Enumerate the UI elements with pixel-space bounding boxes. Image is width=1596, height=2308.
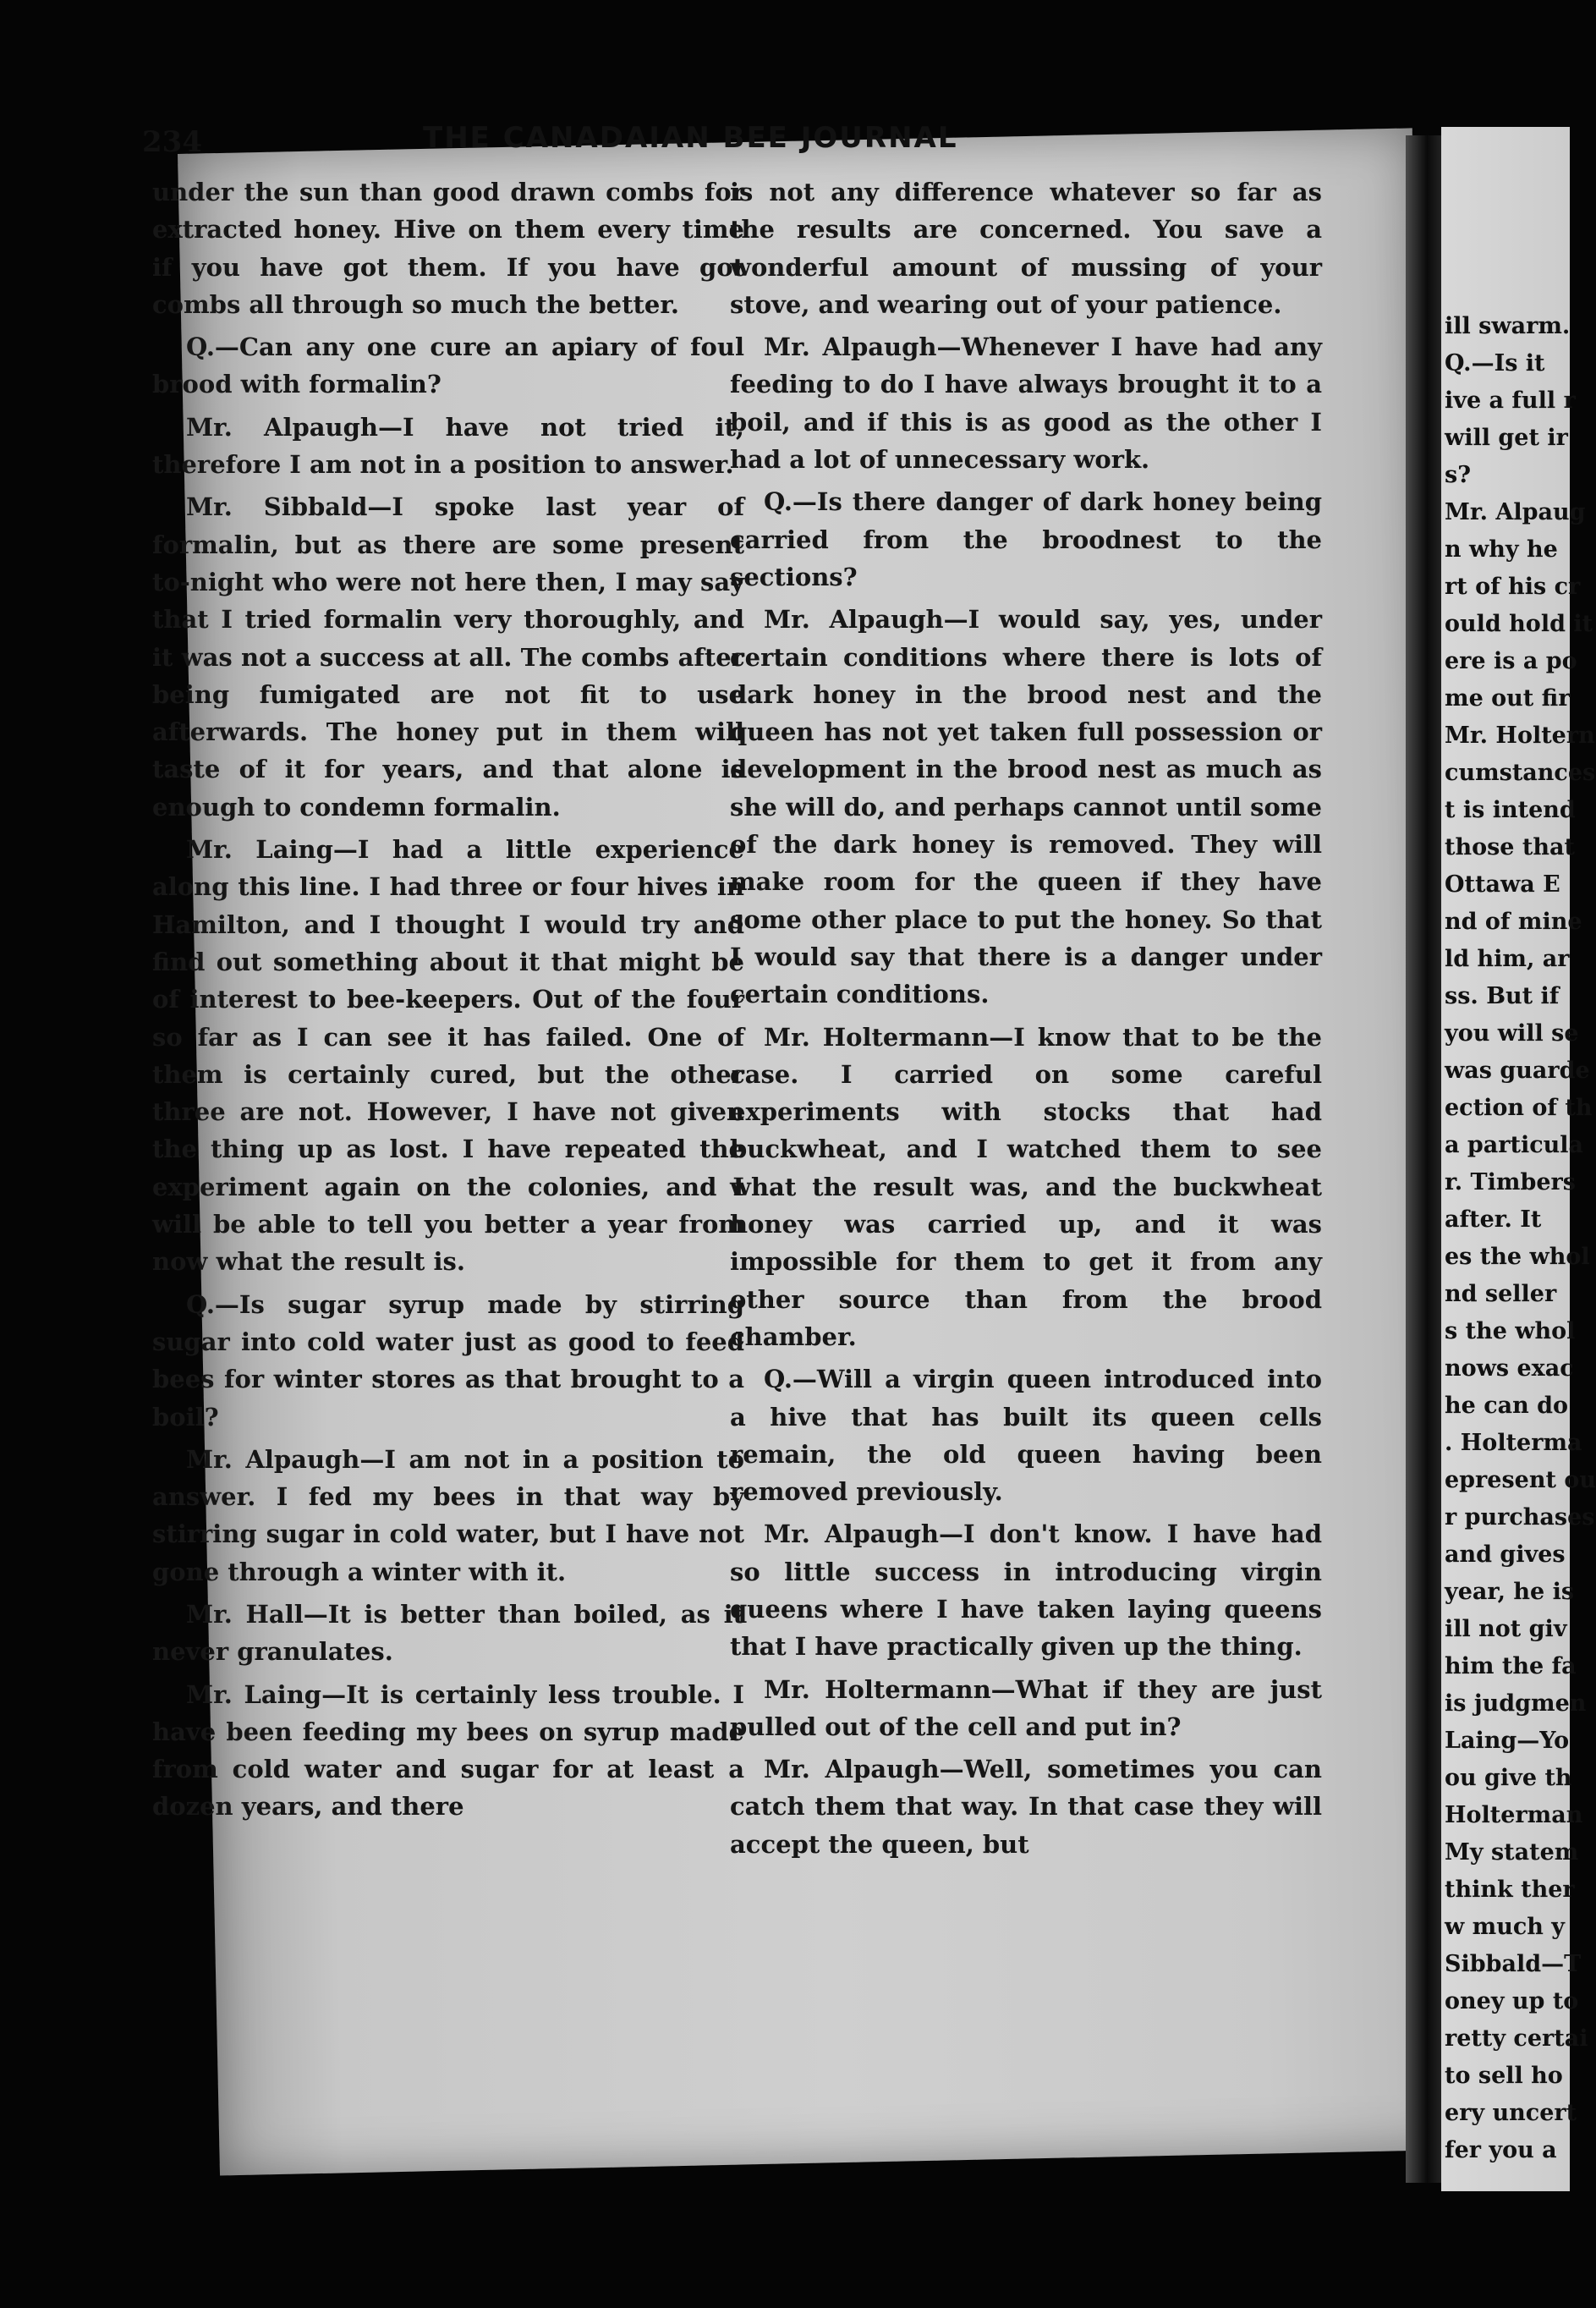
facing-page-line: to sell ho	[1445, 2063, 1563, 2089]
paragraph: Mr. Alpaugh—I have not tried it, therefore I am not in a position to answer.	[152, 412, 744, 480]
facing-page-line: year, he is	[1445, 1579, 1575, 1605]
facing-page-line: Mr. Holtern	[1445, 723, 1595, 749]
facing-page-line: r. Timbers	[1445, 1169, 1576, 1195]
facing-page-line: Holterman	[1445, 1802, 1583, 1828]
facing-page-line: w much y	[1445, 1914, 1566, 1940]
paragraph: Mr. Laing—I had a little experience along this line. I had three or four hives in Hamilton, and I thought I would try and find out something about it that might be of interest to bee-keepers. Out of the four so far as I can see it has failed. One of them is certainly cured, but the other three are not. However, I have not given the thing up as lost. I have repeated the experiment again on the colonies, and I will be able to tell you better a year from now what the result is.	[152, 835, 744, 1277]
question-paragraph: Q.—Can any one cure an apiary of foul brood with formalin?	[152, 332, 744, 399]
facing-page-line: a particula	[1445, 1132, 1584, 1158]
facing-page-line: ill swarm.	[1445, 313, 1571, 339]
facing-page-line: rt of his cr	[1445, 574, 1581, 600]
facing-page-line: after. It	[1445, 1206, 1542, 1233]
paragraph: is not any difference whatever so far as the results are concerned. You save a wonderful amount of mussing of your stove, and wearing out of your patience.	[730, 178, 1322, 319]
facing-page-line: ery uncert	[1445, 2100, 1577, 2126]
facing-page-line: fer you a	[1445, 2137, 1557, 2163]
facing-page-line: retty certai	[1445, 2025, 1588, 2052]
facing-page-line: think ther	[1445, 1877, 1575, 1903]
paragraph: Mr. Alpaugh—Well, sometimes you can catch them that way. In that case they will accept the queen, but	[730, 1755, 1322, 1859]
book-gutter	[1406, 135, 1441, 2183]
facing-page-line: is judgmen	[1445, 1690, 1587, 1717]
question-paragraph: Q.—Is sugar syrup made by stirring sugar into cold water just as good to feed bees for winter stores as that brought to a boil?	[152, 1289, 744, 1432]
facing-page-line: r purchases	[1445, 1504, 1595, 1530]
facing-page-line: . Holterma	[1445, 1430, 1582, 1456]
paragraph: Mr. Alpaugh—Whenever I have had any feeding to do I have always brought it to a boil, and if this is as good as the other I had a lot of unnecessary work.	[730, 332, 1322, 475]
facing-page-line: will get ir	[1445, 425, 1568, 451]
facing-page-line: My statem	[1445, 1839, 1579, 1866]
paragraph: Mr. Hall—It is better than boiled, as it never granulates.	[152, 1599, 744, 1667]
page-number: 234	[142, 125, 202, 159]
facing-page-line: you will se	[1445, 1020, 1579, 1047]
facing-page-line: nd seller	[1445, 1281, 1557, 1307]
facing-page-line: and gives	[1445, 1541, 1566, 1568]
facing-page-line: cumstances	[1445, 760, 1596, 786]
text-column-right	[730, 173, 1322, 1868]
facing-page-line: was guarde	[1445, 1058, 1590, 1084]
facing-page-line: he can do	[1445, 1393, 1569, 1419]
facing-page-line: nd of mine	[1445, 909, 1582, 935]
paragraph: Mr. Alpaugh—I am not in a position to answer. I fed my bees in that way by stirring sugar in cold water, but I have not gone through a winter with it.	[152, 1444, 744, 1586]
facing-page-line: s the whol	[1445, 1318, 1576, 1344]
facing-page-line: nows exac	[1445, 1355, 1574, 1382]
paragraph: Mr. Sibbald—I spoke last year of formalin, but as there are some present to-night who were not here then, I may say that I tried formalin very thoroughly, and it was not a success at all. The combs after being fumigated are not fit to use afterwards. The honey put in them will taste of it for years, and that alone is enough to condemn formalin.	[152, 492, 744, 822]
facing-page-line: ill not giv	[1445, 1616, 1567, 1642]
facing-page-line: t is intend	[1445, 797, 1576, 823]
text-column-left	[152, 173, 744, 1831]
facing-page-line: him the fa	[1445, 1653, 1577, 1679]
facing-page-fragment	[1441, 127, 1596, 2191]
facing-page-line: Laing—Yo	[1445, 1728, 1570, 1754]
question-paragraph: Q.—Is there danger of dark honey being carried from the broodnest to the sections?	[730, 487, 1322, 591]
facing-page-line: s?	[1445, 462, 1472, 488]
question-paragraph: Q.—Will a virgin queen introduced into a hive that has built its queen cells remain, the old queen having been removed previously.	[730, 1365, 1322, 1507]
facing-page-line: ive a full r	[1445, 387, 1576, 414]
facing-page-line: those that	[1445, 834, 1575, 860]
facing-page-line: ou give th	[1445, 1765, 1572, 1791]
paragraph: Mr. Alpaugh—I don't know. I have had so little success in introducing virgin queens where I have taken laying queens that I have practically given up the thing.	[730, 1519, 1322, 1662]
paragraph: under the sun than good drawn combs for extracted honey. Hive on them every time if you have got them. If you have got combs all through so much the better.	[152, 178, 744, 319]
facing-page-line: es the whol	[1445, 1244, 1590, 1270]
paragraph: Mr. Holtermann—What if they are just pulled out of the cell and put in?	[730, 1674, 1322, 1741]
facing-page-line: Mr. Alpaug	[1445, 499, 1586, 525]
running-header: THE CANADAIAN BEE JOURNAL	[423, 121, 958, 155]
paragraph: Mr. Holtermann—I know that to be the case. I carried on some careful experiments with stocks that had buckwheat, and I watched them to see what the result was, and the buckwheat honey was carried up, and it was impossible for them to get it from any other source than from the brood chamber.	[730, 1022, 1322, 1351]
facing-page-line: epresent ou	[1445, 1467, 1596, 1493]
facing-page-line: me out fir	[1445, 685, 1571, 712]
facing-page-line: Ottawa E	[1445, 871, 1560, 898]
facing-page-line: ss. But if	[1445, 983, 1560, 1009]
facing-page-line: Q.—Is it	[1445, 350, 1545, 376]
paragraph: Mr. Alpaugh—I would say, yes, under certain conditions where there is lots of dark honey in the brood nest and the queen has not yet taken full possession or development in the brood nest as much as she will do, and perhaps cannot until some of the dark honey is removed. They will make room for the queen if they have some other place to put the honey. So that I would say that there is a danger under certain conditions.	[730, 605, 1322, 1009]
facing-page-line: ection of th	[1445, 1095, 1593, 1121]
facing-page-line: n why he	[1445, 536, 1558, 563]
facing-page-line: Sibbald—T	[1445, 1951, 1582, 1977]
facing-page-line: oney up to	[1445, 1988, 1579, 2014]
facing-page-line: ould hold it	[1445, 611, 1593, 637]
facing-page-line: ere is a po	[1445, 648, 1577, 674]
paragraph: Mr. Laing—It is certainly less trouble. I have been feeding my bees on syrup made from cold water and sugar for at least a dozen years, and there	[152, 1679, 744, 1822]
facing-page-line: ld him, ar	[1445, 946, 1570, 972]
